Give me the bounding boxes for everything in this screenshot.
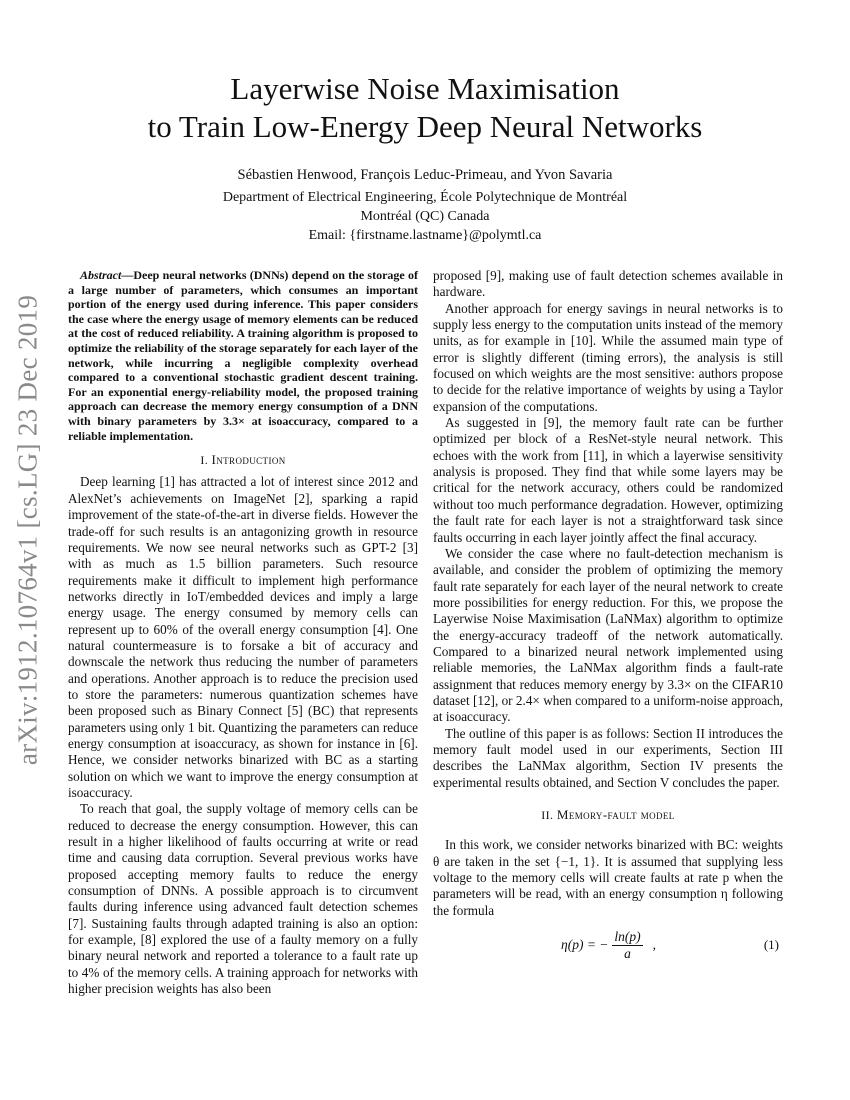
equation-trail: ,	[652, 936, 657, 952]
location: Montréal (QC) Canada	[360, 209, 490, 224]
paragraph: We consider the case where no fault-detection mechanism is available, and consider the problem of optimizing the memory fault rate separately for each layer of the neural network to create more possibilities for energy reduction. For this, we propose the Layerwise Noise Maximisation (LaNMax) algorithm to optimize the energy-accuracy tradeoff of the network automatically. Compared to a binarized neural network implemented using reliable memories, the LaNMax algorithm finds a fault-rate assignment that reduces memory energy by 3.3× on the CIFAR10 dataset [12], or 2.4× when compared to a uniform-noise approach, at isoaccuracy.	[433, 545, 783, 725]
paragraph: proposed [9], making use of fault detection schemes available in hardware.	[433, 268, 783, 300]
paragraph: The outline of this paper is as follows: Section II introduces the memory fault model used in our experiments, Section III describes the LaNMax algorithm, Section IV presents the experimental results obtained, and Section V concludes the paper.	[433, 725, 783, 790]
section-heading-introduction	[68, 452, 418, 468]
arxiv-id: arXiv:1912.10764v1 [cs.LG] 23 Dec 2019	[12, 294, 43, 766]
affiliation: Department of Electrical Engineering, École Polytechnique de Montréal	[222, 190, 628, 205]
equation-number: (1)	[763, 937, 779, 953]
left-column	[68, 268, 418, 997]
abstract-lead: Abstract	[80, 268, 122, 282]
section-numeral: I.	[200, 453, 212, 468]
author-names: Sébastien Henwood, François Leduc-Primeau, and Yvon Savaria	[237, 167, 613, 183]
right-column	[433, 268, 783, 967]
title-line-1: Layerwise Noise Maximisation	[230, 71, 620, 106]
paragraph: In this work, we consider networks binarized with BC: weights θ are taken in the set {−1, 1}. It is assumed that supplying less voltage to the memory cells will create faults at rate p when the parameters will be read, with an energy consumption η following the formula	[433, 837, 783, 918]
equation-fraction	[612, 929, 642, 962]
paragraph: As suggested in [9], the memory fault rate can be further optimized per block of a ResNet-style neural network. This echoes with the work from [11], in which a layerwise sensitivity analysis is proposed. They find that while some layers may be critical for the network accuracy, others could be randomized without too much performance degradation. However, optimizing the fault rate for each layer is not a straightforward task since faults occurring in each layer jointly affect the final accuracy.	[433, 415, 783, 545]
abstract	[68, 268, 418, 443]
section-title: Introduction	[211, 452, 286, 468]
section-heading-memory-fault-model	[433, 807, 783, 823]
author-block	[70, 166, 780, 245]
abstract-text: —Deep neural networks (DNNs) depend on the storage of a large number of parameters, which consumes an important portion of the energy used during inference. This paper considers the case where the energy usage of memory elements can be reduced at the cost of reduced reliability. A training algorithm is proposed to optimize the reliability of the storage separately for each layer of the network, while incurring a negligible complexity overhead compared to a conventional stochastic gradient descent training. For an exponential energy-reliability model, the proposed training approach can decrease the memory energy consumption of a DNN with binary parameters by 3.3× at isoaccuracy, compared to a reliable implementation.	[68, 268, 418, 443]
paper-title	[70, 70, 780, 146]
email: Email: {firstname.lastname}@polymtl.ca	[308, 228, 542, 243]
equation-body	[561, 925, 656, 965]
title-line-2: to Train Low-Energy Deep Neural Networks	[147, 109, 703, 144]
equation-numerator: ln(p)	[614, 928, 641, 944]
section-numeral: II.	[541, 808, 557, 822]
arxiv-sidebar-stamp	[6, 290, 50, 770]
paragraph: Another approach for energy savings in neural networks is to supply less energy to the computation units instead of the memory units, as for example in [10]. While the assumed main type of error is slightly different (timing errors), the analysis is still focused on which weights are the most sensitive: authors propose to decide for the relative importance of weights by using a Taylor expansion of the computations.	[433, 300, 783, 414]
section-title: Memory-fault model	[556, 807, 675, 822]
paragraph: To reach that goal, the supply voltage of memory cells can be reduced to decrease the energy consumption. However, this can result in a higher likelihood of faults occurring at write or read time and causing data corruption. Several previous works have proposed accepting memory faults to reduce the energy consumption of DNNs. A possible approach is to circumvent faults during inference using advanced fault detection schemes [7]. Sustaining faults through adapted training is also an option: for example, [8] explored the use of a faulty memory on a fully binary neural network and reported a tolerance to a fault rate up to 4% of the memory cells. A training approach for networks with higher precision weights has also been	[68, 801, 418, 997]
equation-lhs: η(p) = −	[561, 936, 609, 952]
equation-1	[433, 925, 783, 967]
paragraph: Deep learning [1] has attracted a lot of interest since 2012 and AlexNet’s achievements on ImageNet [2], sparking a rapid improvement of the state-of-the-art in diverse fields. However the trade-off for such results is an antagonizing growth in resource requirements. We now see neural networks such as GPT-2 [3] with as much as 1.5 billion parameters. Such resource requirements make it difficult to implement high performance networks directly in IoT/embedded devices and imply a large energy usage. The energy consumed by memory cells can represent up to 60% of the overall energy consumption [4]. One natural countermeasure is to forsake a bit of accuracy and downscale the network thus reducing the number of parameters and operations. Another approach is to reduce the precision used to store the parameters: numerous quantization schemes have been proposed such as Binary Connect [5] (BC) that represents parameters using only 1 bit. Quantizing the parameters can reduce energy consumption at isoaccuracy, as shown for instance in [6]. Hence, we consider networks binarized with BC as a starting solution on which we want to improve the energy consumption at isoaccuracy.	[68, 474, 418, 800]
equation-denominator: a	[624, 945, 631, 961]
